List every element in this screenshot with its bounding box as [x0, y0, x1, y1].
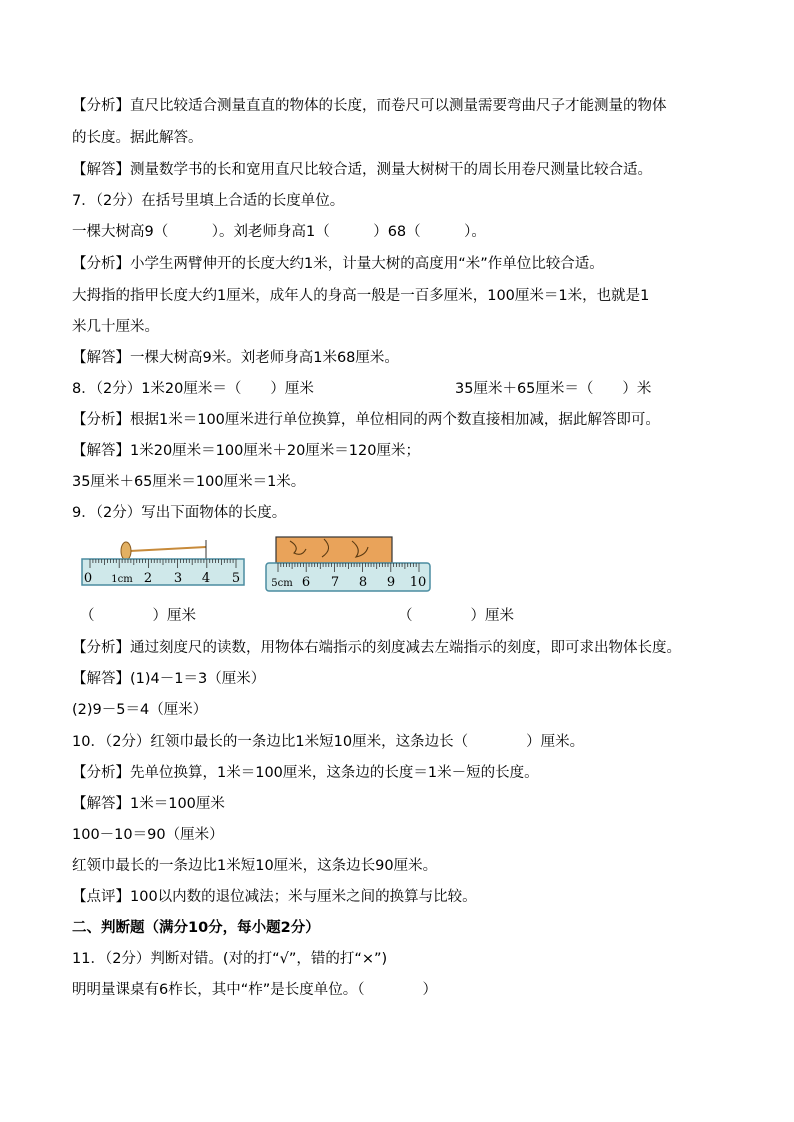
ruler1-answer: （ ）厘米: [80, 608, 196, 624]
question-8-a: 8．（2分）1米20厘米＝（ ）厘米: [72, 381, 314, 397]
analysis-7-b: 大拇指的指甲长度大约1厘米，成年人的身高一般是一百多厘米，100厘米＝1米，也就是1: [72, 288, 650, 304]
ruler1-label-4: 4: [201, 571, 211, 586]
answer-8: 【解答】1米20厘米＝100厘米＋20厘米＝120厘米；: [72, 443, 420, 459]
ruler2-label-0: 5cm: [271, 578, 293, 589]
question-7-body: 一棵大树高9（ ）。刘老师身高1（ ）68（ ）。: [72, 224, 486, 240]
nail-head: [121, 542, 131, 560]
answer-8-b: 35厘米＋65厘米＝100厘米＝1米。: [72, 474, 306, 490]
ruler2-label-2: 7: [330, 575, 340, 590]
ruler2-label-1: 6: [301, 575, 311, 590]
ruler-figure-1: [78, 533, 250, 591]
question-9: 9．（2分）写出下面物体的长度。: [72, 505, 287, 521]
answer-6: 【解答】测量数学书的长和宽用直尺比较合适，测量大树树干的周长用卷尺测量比较合适。: [72, 162, 652, 178]
comment-10: 【点评】100以内数的退位减法；米与厘米之间的换算与比较。: [72, 889, 477, 905]
question-10: 10．（2分）红领巾最长的一条边比1米短10厘米，这条边长（ ）厘米。: [72, 734, 585, 750]
question-11-body: 明明量课桌有6柞长，其中“柞”是长度单位。（ ）: [72, 982, 437, 998]
question-11: 11．（2分）判断对错。(对的打“√”，错的打“×”): [72, 951, 388, 967]
analysis-10: 【分析】先单位换算，1米＝100厘米，这条边的长度＝1米－短的长度。: [72, 765, 539, 781]
analysis-6-cont: 的长度。据此解答。: [72, 130, 203, 146]
analysis-8: 【分析】根据1米＝100厘米进行单位换算，单位相同的两个数直接相加减，据此解答即可。: [72, 412, 660, 428]
ruler-figure-2: [262, 533, 434, 595]
analysis-7-c: 米几十厘米。: [72, 319, 159, 335]
ruler1-label-1: 1cm: [111, 574, 133, 585]
ruler1-label-2: 2: [143, 571, 153, 586]
ruler1-label-5: 5: [231, 571, 241, 586]
ruler1-label-0: 0: [83, 571, 93, 586]
question-7: 7．（2分）在括号里填上合适的长度单位。: [72, 193, 345, 209]
answer-10-c: 红领巾最长的一条边比1米短10厘米，这条边长90厘米。: [72, 858, 438, 874]
answer-9-b: (2)9－5＝4（厘米）: [72, 702, 208, 718]
analysis-6: 【分析】直尺比较适合测量直直的物体的长度，而卷尺可以测量需要弯曲尺子才能测量的物体: [72, 98, 667, 114]
answer-9-a: 【解答】(1)4－1＝3（厘米）: [72, 671, 266, 687]
ruler2-answer: （ ）厘米: [398, 608, 514, 624]
section-heading: 二、判断题（满分10分，每小题2分）: [72, 920, 320, 936]
answer-10: 【解答】1米＝100厘米: [72, 796, 225, 812]
question-8-b: 35厘米＋65厘米＝（ ）米: [455, 381, 652, 397]
analysis-9: 【分析】通过刻度尺的读数，用物体右端指示的刻度减去左端指示的刻度，即可求出物体长度。: [72, 640, 681, 656]
wood-block: [276, 537, 392, 563]
analysis-7: 【分析】小学生两臂伸开的长度大约1米，计量大树的高度用“米”作单位比较合适。: [72, 256, 604, 272]
answer-7: 【解答】一棵大树高9米。刘老师身高1米68厘米。: [72, 350, 399, 366]
ruler2-label-5: 10: [409, 575, 427, 590]
nail-shaft: [130, 547, 206, 551]
ruler2-label-4: 9: [386, 575, 396, 590]
ruler1-label-3: 3: [173, 571, 183, 586]
answer-10-b: 100－10＝90（厘米）: [72, 827, 224, 843]
ruler2-label-3: 8: [358, 575, 368, 590]
